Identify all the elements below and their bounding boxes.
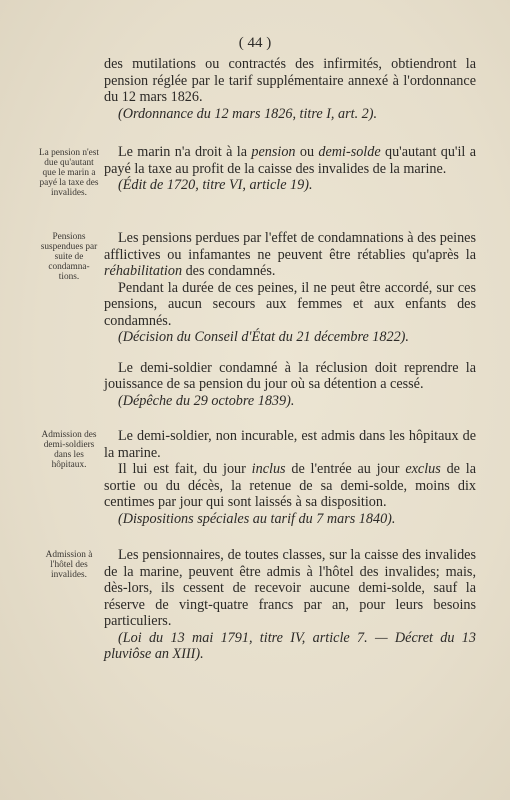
block-invalides xyxy=(104,547,476,663)
block-continuation xyxy=(104,56,476,122)
paragraph: Pendant la durée de ces peines, il ne peut être accordé, sur ces pensions, aucun secours aux femmes et aux enfants des condamnés. xyxy=(104,279,476,329)
paragraph: Les pensions perdues par l'effet de condamnations à des peines afflictives ou infamantes ne peuvent être rétablies qu'après la réhabilitation des condamnés. xyxy=(104,230,476,279)
paragraph: Le demi-soldier condamné à la réclusion doit reprendre la jouissance de sa pension du jour où sa détention a cessé. xyxy=(104,359,476,392)
paragraph: des mutilations ou contractés des infirmités, obtiendront la pension réglée par le tarif supplémentaire annexé à l'ordonnance du 12 mars 1826. xyxy=(104,56,476,105)
paragraph: Le demi-soldier, non incurable, est admis dans les hôpitaux de la marine. xyxy=(104,428,476,461)
paragraph: Les pensionnaires, de toutes classes, sur la caisse des invalides de la marine, peuvent être admis à l'hôtel des invalides; mais, dès-lors, ils cessent de recevoir aucune demi-solde, sauf la réserve de vingt-quatre francs par an, pour leurs besoins particuliers. xyxy=(104,547,476,629)
citation: (Ordonnance du 12 mars 1826, titre I, art. 2). xyxy=(118,105,378,122)
citation: (Dépêche du 29 octobre 1839). xyxy=(118,392,295,409)
margin-note: Admission à l'hôtel des invalides. xyxy=(45,550,93,580)
block-taxe xyxy=(104,144,476,194)
block-hopitaux xyxy=(104,428,476,527)
citation: (Loi du 13 mai 1791, titre IV, article 7. — Décret du 13 pluviôse an XIII). xyxy=(104,629,476,662)
citation: (Dispositions spéciales au tarif du 7 mars 1840). xyxy=(118,510,396,527)
margin-note: Admission des demi-soldiers dans les hôpitaux. xyxy=(41,430,97,470)
paragraph: Il lui est fait, du jour inclus de l'entrée au jour exclus de la sortie ou du décès, la retenue de sa demi-solde, moins dix centimes par jour qui sont laissés à sa disposition. xyxy=(104,461,476,510)
margin-note: Pensions suspendues par suite de condamna- tions. xyxy=(40,232,98,282)
block-condamnations xyxy=(104,230,476,409)
page-number: ( 44 ) xyxy=(238,35,272,51)
margin-note: La pension n'est due qu'autant que le marin a payé la taxe des invalides. xyxy=(38,148,100,198)
paragraph: Le marin n'a droit à la pension ou demi-solde qu'autant qu'il a payé la taxe au profit de la caisse des invalides de la marine. xyxy=(104,144,477,177)
citation: (Décision du Conseil d'État du 21 décembre 1822). xyxy=(118,329,409,345)
citation: (Édit de 1720, titre VI, article 19). xyxy=(118,177,313,193)
